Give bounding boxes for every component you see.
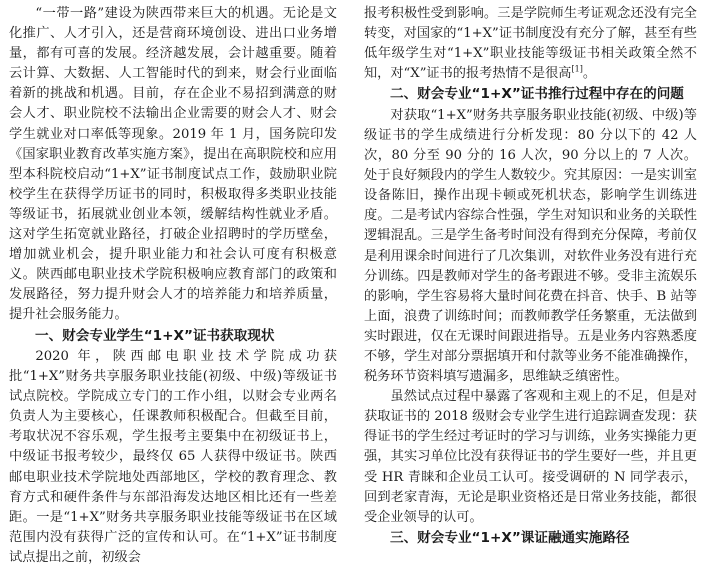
section-heading-1: 一、财会专业学生“1+X”证书获取现状 [35,327,275,344]
paragraph-continued-text: 报考积极性受到影响。三是学院师生考证观念还没有完全转变，对国家的“1+X”证书制度没有充分了解，甚至有些低年级学生对“1+X”职业技能等级证书相关政策全然不知，对“X”证书的报考热情不是很高 [364,6,697,82]
paragraph-intro: “一带一路”建设为陕西带来巨大的机遇。无论是文化推广、人才引入，还是营商环境创设、进出口业务增量，都有可喜的发展。经济越发展，会计越重要。随着云计算、大数据、人工智能时代的到来，财会行业面临着新的挑战和机遇。目前，存在企业不易招到满意的财会人才、职业院校不法输出企业需要的财会人才、财会学生就业对口率低等现象。2019 年 1 月，国务院印发《国家职业教育改革实施方案》，提出在高职院校和应用型本科院校启动“1+X”证书制度试点工作，鼓励职业院校学生在获得学历证书的同时，积极取得多类职业技能等级证书，拓展就业创业本领，缓解结构性就业矛盾。这对学生拓宽就业路径，打破企业招聘时的学历壁垒，增加就业机会，提升职业能力和社会认可度有积极意义。陕西邮电职业技术学院积极响应教育部门的政策和发展路径，努力提升财会人才的培养能力和培养质量，提升社会服务能力。 [9,6,337,323]
citation-ref: [1] [571,64,583,74]
paragraph-survey: 虽然试点过程中暴露了客观和主观上的不足，但是对获取证书的 2018 级财会专业学生进行追踪调查发现：获得证书的学生经过考证时的学习与训练，业务实操能力更强，其实习单位比没有获得证书的学生要好一些，并且更受 HR 青睐和企业员工认可。接受调研的 N 同学表示，回到老家青海，无论是职业资格还是日常业务技能，都很受企业领导的认可。 [364,389,697,525]
section-heading-2: 二、财会专业“1+X”证书推行过程中存在的问题 [390,86,684,103]
left-column [9,4,337,568]
section-heading-3: 三、财会专业“1+X”课证融通实施路径 [390,529,630,546]
paragraph-problems: 对获取“1+X”财务共享服务职业技能(初级、中级)等级证书的学生成绩进行分析发现：80 分以下的 42 人次，80 分至 90 分的 16 人次，90 分以上的 7 人次。处于良好频段内的学生人数较少。究其原因：一是实训室设备陈旧，操作出现卡顿或死机状态，影响学生训练进度。二是考试内容综合性强，学生对知识和业务的关联性逻辑混乱。三是学生备考时间没有得到充分保障，考前仅是利用课余时间进行了几次集训，对软件业务没有进行充分训练。四是教师对学生的备考跟进不够。受非主流娱乐的影响，学生容易将大量时间花费在抖音、快手、B 站等上面，浪费了训练时间；而教师教学任务繁重，无法做到实时跟进，仅在无课时间跟进指导。五是业务内容熟悉度不够，学生对部分票据填开和付款等业务不能准确操作，税务环节资料填写遗漏多，思维缺乏缜密性。 [364,107,697,385]
paragraph-status: 2020 年，陕西邮电职业技术学院成功获批“1+X”财务共享服务职业技能(初级、中级)等级证书试点院校。学院成立专门的工作小组，以财会专业两名负责人为主要核心，任课教师积极配合。但截至目前，考取状况不容乐观，学生报考主要集中在初级证书上，中级证书报考较少，最终仅 65 人获得中级证书。陕西邮电职业技术学院地处西部地区，学校的教育理念、教育方式和硬件条件与东部沿海发达地区相比还有一些差距。一是“1+X”财务共享服务职业技能等级证书在区域范围内没有获得广泛的宣传和认可。在“1+X”证书制度试点提出之前，初级会 [9,349,337,565]
paragraph-continued [364,4,697,84]
right-column [364,4,697,549]
paragraph-continued-end: 。 [582,66,597,82]
